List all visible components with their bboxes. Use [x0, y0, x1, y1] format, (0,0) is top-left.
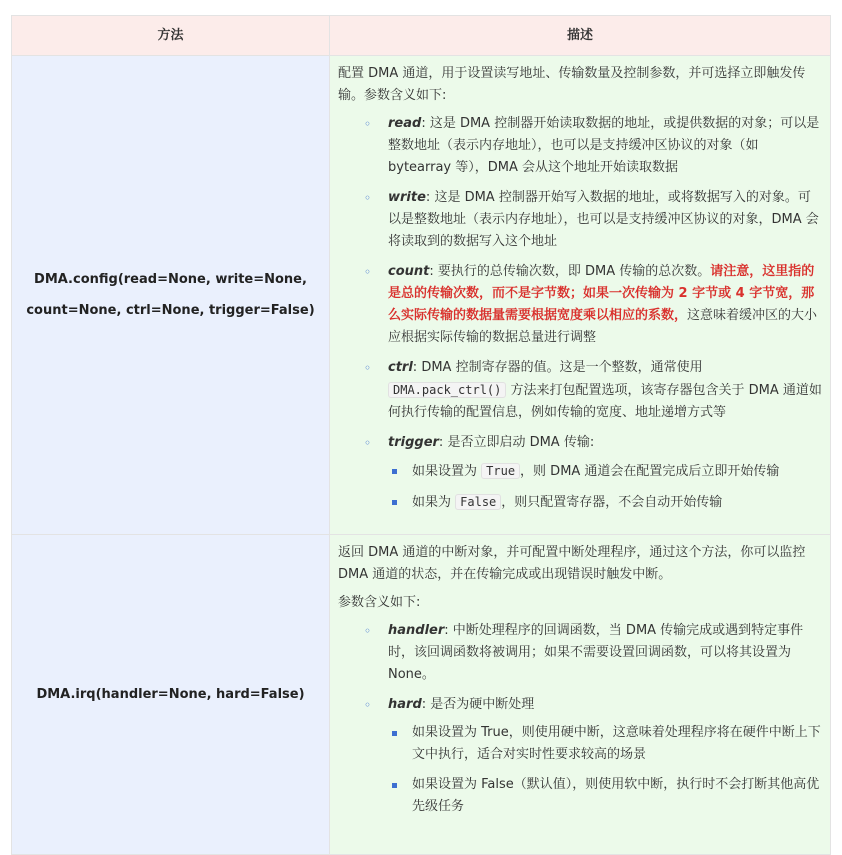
param-desc-cont: 这意味着缓冲区的大小应根据实际传输的数据总量进行调整	[388, 308, 818, 345]
inline-code: True	[481, 463, 520, 479]
method-signature: DMA.config(read=None, write=None, count=None, ctrl=None, trigger=False)	[26, 272, 315, 318]
method-cell	[12, 535, 330, 855]
table-header-row	[12, 16, 831, 56]
inline-code: False	[455, 494, 501, 510]
sub-text: 如果为	[412, 495, 456, 510]
param-name: hard	[388, 697, 422, 712]
header-method: 方法	[12, 16, 330, 56]
param-desc: DMA 控制寄存器的值。这是一个整数，通常使用	[421, 360, 703, 375]
param-list	[338, 620, 822, 818]
param-desc: 中断处理程序的回调函数，当 DMA 传输完成或遇到特定事件时，该回调函数将被调用；如果不需要设置回调函数，可以将其设置为 None。	[388, 623, 804, 682]
param-name: count	[388, 264, 430, 279]
param-item-read	[388, 113, 822, 179]
sub-list	[388, 722, 822, 818]
param-name: trigger	[388, 435, 439, 450]
sub-item: 如果设置为 False（默认值），则使用软中断，执行时不会打断其他高优先级任务	[412, 774, 822, 818]
param-sep: :	[444, 623, 453, 638]
api-table	[11, 15, 831, 855]
param-sep: :	[412, 360, 422, 375]
param-desc: 是否为硬中断处理	[430, 697, 535, 712]
param-desc-cont: 方法来打包配置选项，该寄存器包含关于 DMA 通道如何执行传输的配置信息，例如传输的宽度、地址递增方式等	[388, 383, 822, 420]
param-list	[338, 113, 822, 514]
param-item-count	[388, 261, 822, 349]
sub-item	[412, 491, 822, 514]
api-table-container	[11, 15, 830, 855]
sub-text: ，则只配置寄存器，不会自动开始传输	[501, 495, 723, 510]
param-desc: 要执行的总传输次数，即 DMA 传输的总次数。	[437, 264, 711, 279]
description-cell	[330, 535, 831, 855]
description-cell	[330, 56, 831, 535]
param-item-trigger	[388, 432, 822, 514]
sub-item: 如果设置为 True，则使用硬中断，这意味着处理程序将在硬件中断上下文中执行，适合对实时性要求较高的场景	[412, 722, 822, 766]
param-desc: 是否立即启动 DMA 传输:	[447, 435, 595, 450]
param-name: ctrl	[388, 360, 413, 375]
sub-item	[412, 460, 822, 483]
description-intro: 配置 DMA 通道，用于设置读写地址、传输数量及控制参数，并可选择立即触发传输。参数含义如下:	[338, 66, 806, 103]
param-item-hard	[388, 694, 822, 818]
sub-list	[388, 460, 822, 514]
method-cell	[12, 56, 330, 535]
sub-text: 如果设置为	[412, 464, 482, 479]
param-name: read	[388, 116, 422, 131]
param-sep: :	[421, 116, 430, 131]
table-row	[12, 56, 831, 535]
param-sep: :	[421, 697, 431, 712]
header-description: 描述	[330, 16, 831, 56]
description-intro-params: 参数含义如下:	[338, 595, 421, 610]
param-item-handler	[388, 620, 822, 686]
param-name: write	[388, 190, 426, 205]
param-name: handler	[388, 623, 445, 638]
table-row	[12, 535, 831, 855]
param-desc: 这是 DMA 控制器开始写入数据的地址，或将数据写入的对象。可以是整数地址（表示内存地址），也可以是支持缓冲区协议的对象，DMA 会将读取到的数据写入这个地址	[388, 190, 819, 249]
method-signature: DMA.irq(handler=None, hard=False)	[36, 687, 305, 702]
inline-code: DMA.pack_ctrl()	[388, 382, 506, 398]
param-sep: :	[425, 190, 435, 205]
description-intro: 返回 DMA 通道的中断对象，并可配置中断处理程序，通过这个方法，你可以监控 DMA 通道的状态，并在传输完成或出现错误时触发中断。	[338, 545, 806, 582]
param-sep: :	[429, 264, 438, 279]
param-item-write	[388, 187, 822, 253]
param-desc: 这是 DMA 控制器开始读取数据的地址，或提供数据的对象；可以是整数地址（表示内存地址），也可以是支持缓冲区协议的对象（如 bytearray 等），DMA 会从这个地址开始读取数据	[388, 116, 820, 175]
param-sep: :	[438, 435, 448, 450]
sub-text: ，则 DMA 通道会在配置完成后立即开始传输	[520, 464, 780, 479]
param-item-ctrl	[388, 357, 822, 424]
warning-text: 请注意，这里指的是总的传输次数，而不是字节数；如果一次传输为 2 字节或 4 字节宽，那么实际传输的数据量需要根据宽度乘以相应的系数，	[388, 264, 815, 323]
